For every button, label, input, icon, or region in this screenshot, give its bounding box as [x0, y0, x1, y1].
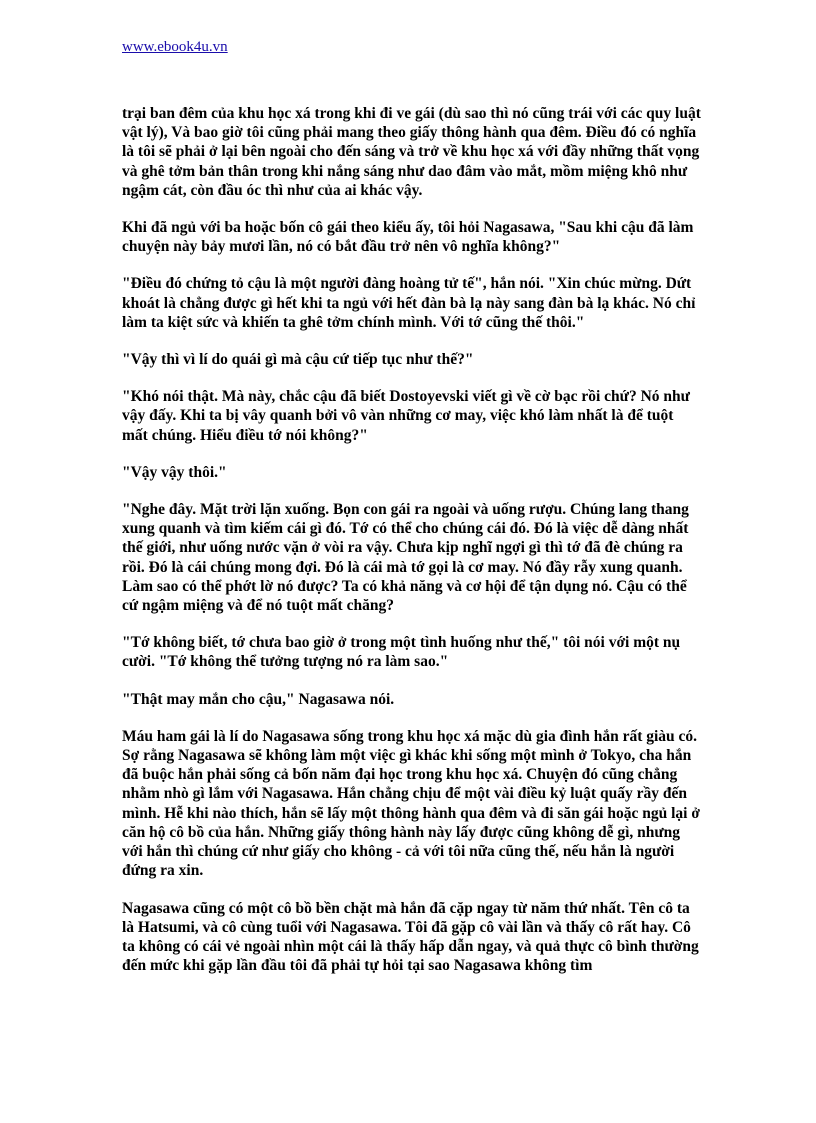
paragraph: trại ban đêm của khu học xá trong khi đi ve gái (dù sao thì nó cũng trái với các quy luật vật lý), Và bao giờ tôi cũng phải mang theo giấy thông hành qua đêm. Điều đó có nghĩa là tôi sẽ phải ở lại bên ngoài cho đến sáng và trở về khu học xá với đầy những thất vọng và ghê tởm bản thân trong khi nắng sáng như dao đâm vào mắt, mồm miệng khô như ngậm cát, còn đầu óc thì như của ai khác vậy.: [122, 105, 701, 199]
paragraph: "Vậy vậy thôi.": [122, 463, 227, 481]
paragraph: "Tớ không biết, tớ chưa bao giờ ở trong một tình huống như thế," tôi nói với một nụ cười. "Tớ không thể tưởng tượng nó ra làm sao.": [122, 634, 681, 671]
paragraph: Khi đã ngủ với ba hoặc bốn cô gái theo kiểu ấy, tôi hỏi Nagasawa, "Sau khi cậu đã làm chuyện này bảy mươi lần, nó có bắt đầu trở nên vô nghĩa không?": [122, 219, 694, 256]
paragraph: Nagasawa cũng có một cô bồ bền chặt mà hắn đã cặp ngay từ năm thứ nhất. Tên cô ta là Hatsumi, và cô cùng tuổi với Nagasawa. Tôi đã gặp cô vài lần và thấy cô rất hay. Cô ta không có cái vẻ ngoài nhìn một cái là thấy hấp dẫn ngay, và quả thực cô bình thường đến mức khi gặp lần đầu tôi đã phải tự hỏi tại sao Nagasawa không tìm: [122, 899, 699, 975]
header-website-link[interactable]: www.ebook4u.vn: [122, 39, 228, 55]
paragraph: Máu ham gái là lí do Nagasawa sống trong khu học xá mặc dù gia đình hắn rất giàu có. Sợ rằng Nagasawa sẽ không làm một việc gì khác khi sống một mình ở Tokyo, cha hắn đã buộc hắn phải sống cả bốn năm đại học trong khu học xá. Chuyện đó cũng chẳng nhằm nhò gì lắm với Nagasawa. Hắn chẳng chịu để một vài điều kỷ luật quấy rầy đến mình. Hễ khi nào thích, hắn sẽ lấy một thông hành qua đêm và đi săn gái hoặc ngủ lại ở căn hộ cô bồ của hắn. Những giấy thông hành này lấy được cũng không dễ gì, nhưng với hắn thì chúng cứ như giấy cho không - cả với tôi nữa cũng thế, nếu hắn là người đứng ra xin.: [122, 727, 700, 880]
paragraph: "Khó nói thật. Mà này, chắc cậu đã biết Dostoyevski viết gì về cờ bạc rồi chứ? Nó như vậy đấy. Khi ta bị vây quanh bởi vô vàn những cơ may, việc khó làm nhất là để tuột mất chúng. Hiểu điều tớ nói không?": [122, 388, 690, 444]
paragraph: "Vậy thì vì lí do quái gì mà cậu cứ tiếp tục như thế?": [122, 351, 474, 369]
paragraph: "Thật may mắn cho cậu," Nagasawa nói.: [122, 690, 395, 708]
paragraph: "Điều đó chứng tỏ cậu là một người đàng hoàng tử tế", hắn nói. "Xin chúc mừng. Dứt khoát là chẳng được gì hết khi ta ngủ với hết đàn bà lạ này sang đàn bà lạ khác. Nó chỉ làm ta kiệt sức và khiến ta ghê tởm chính mình. Với tớ cũng thế thôi.": [122, 275, 696, 331]
paragraph: "Nghe đây. Mặt trời lặn xuống. Bọn con gái ra ngoài và uống rượu. Chúng lang thang xung quanh và tìm kiếm cái gì đó. Tớ có thể cho chúng cái đó. Đó là việc dễ dàng nhất thế giới, như uống nước vặn ở vòi ra vậy. Chưa kịp nghĩ ngợi gì thì tớ đã đè chúng ra rồi. Đó là cái chúng mong đợi. Đó là cái mà tớ gọi là cơ may. Nó đầy rẫy xung quanh. Làm sao có thể phớt lờ nó được? Ta có khả năng và cơ hội để tận dụng nó. Cậu có thể cứ ngậm miệng và để nó tuột mất chăng?: [122, 501, 689, 615]
document-body: [122, 104, 702, 993]
